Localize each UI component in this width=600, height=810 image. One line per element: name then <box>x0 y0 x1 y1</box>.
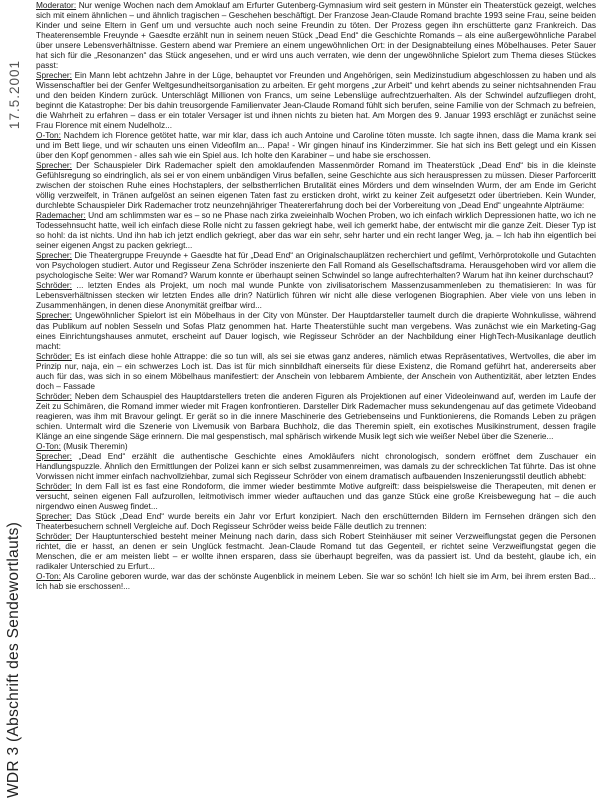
speaker-label: Schröder: <box>36 350 72 361</box>
paragraph-text: Nur wenige Wochen nach dem Amoklauf am Erfurter Gutenberg-Gymnasium wird seit gestern in Münster ein Theaterstück gezeigt, welches sich mit einem ähnlichen – und ähnlich tragischen – Geschehen beschäftigt. Der Franzose Jean-Claude Romand brachte 1993 seine Frau, seine beiden Kinder und seine Eltern in Genf um und versuchte auch noch seine Freundin zu töten. Der Prozess gegen ihn erschütterte ganz Frankreich. Das Theaterensemble Freuynde + Gaesdte erzählt nun in seinem neuen Stück „Dead End“ die Geschichte Romands – als eine außergewöhnliche Parabel über unsere Lebensverhältnisse. Gestern abend war Premiere an einem ungewöhnlichen Ort: in der Designabteilung eines Möbelhauses. Peter Sauer hat sich für die „Resonanzen“ das Stück angesehen, und er wird uns auch verraten, wie denn der ungewöhnliche Spielort zum Thema dieses Stückes passt: <box>36 0 596 71</box>
paragraph <box>36 531 596 571</box>
speaker-label: Sprecher: <box>36 160 72 171</box>
speaker-label: Schröder: <box>36 390 72 401</box>
paragraph-text: Als Caroline geboren wurde, war das der schönste Augenblick in meinem Leben. Sie war so schön! Ich hielt sie im Arm, bei ihrem ersten Bad... Ich hab sie erschossen!... <box>36 570 596 591</box>
paragraph <box>36 0 596 70</box>
paragraph-text: Ungewöhnlicher Spielort ist ein Möbelhaus in der City von Münster. Der Hauptdarsteller taumelt durch die drapierte Wohnkulisse, während das Publikum auf noblen Sesseln und Sofas Platz genommen hat. Harte Theaterstühle sucht man vergebens. Was zunächst wie ein Marketing-Gag eines Einrichtungshauses anmutet, erscheint auf Dauer logisch, wie Regisseur Schröder an der Nachbildung einer HighTech-Musikanlage deutlich macht: <box>36 310 596 351</box>
margin-date: 17.5.2001 <box>6 60 22 130</box>
paragraph <box>36 451 596 481</box>
paragraph-text: Neben dem Schauspiel des Hauptdarstellers treten die anderen Figuren als Projektionen auf einer Videoleinwand auf, werden im Laufe der Zeit zu Schimären, die Romand immer wieder mit Fragen konfrontieren. Darsteller Dirk Rademacher muss sekundengenau auf das getimete Videoband reagieren, was ihm mit Bravour gelingt. Er gerät so in die innere Maschinerie des Getriebenseins und Funktionierens, die Romands Leben zu prägen schien. Untermalt wird die Szenerie von Livemusik von Barbara Buchholz, die das Theremin spielt, ein exotisches Musikinstrument, dessen fragile Klänge an eine singende Säge erinnern. Die mal gespenstisch, mal sphärisch wirkende Musik legt sich wie weißer Nebel über die Szenerie... <box>36 390 596 441</box>
paragraph <box>36 391 596 441</box>
paragraph <box>36 280 596 310</box>
paragraph <box>36 481 596 511</box>
paragraph <box>36 130 596 160</box>
paragraph-text: „Dead End“ erzählt die authentische Geschichte eines Amokläufers nicht chronologisch, sondern eröffnet dem Zuschauer ein Handlungspuzzle. Ähnlich den Ermittlungen der Polizei kann er sich selbst zusammenreimen, was damals zu der schrecklichen Tat führte. Das ist ohne Vorwissen nicht immer einfach nachvollziehbar, zumal sich Regisseur Schröder von einem dramatisch aufbauenden Inszenierungsstil deutlich abhebt: <box>36 450 596 481</box>
paragraph-text: (Musik Theremin) <box>63 440 128 451</box>
speaker-label: O-Ton: <box>36 130 61 141</box>
speaker-label: Sprecher: <box>36 70 72 81</box>
speaker-label: Sprecher: <box>36 510 72 521</box>
margin-annotation <box>0 0 30 810</box>
paragraph <box>36 210 596 250</box>
speaker-label: Schröder: <box>36 530 72 541</box>
paragraph-text: Ein Mann lebt achtzehn Jahre in der Lüge, behauptet vor Freunden und Angehörigen, sein Medizinstudium abgeschlossen zu haben und als Wissenschaftler bei der Genfer Weltgesundheitsorganisation zu arbeiten. Er geht morgens „zur Arbeit“ und kehrt abends zu seiner nichtsahnenden Frau und den beiden Kindern zurück. Unterschlägt Millionen von Francs, um seine Lebenslüge aufrechtzuerhalten. Als der Schwindel aufzufliegen droht, beginnt die Katastrophe: Der bis dahin treusorgende Familienvater Jean-Claude Romand fühlt sich berufen, seine Familie von der Schmach zu befreien, die Wahrheit zu erfahren – dass er ein totaler Versager ist und ihnen nichts zu bieten hat. Am Morgen des 9. Januar 1993 erschlägt er zunächst seine Frau Florence mit einem Nudelholz... <box>36 70 596 131</box>
speaker-label: Rademacher: <box>36 210 86 221</box>
speaker-label: Sprecher: <box>36 250 72 261</box>
paragraph <box>36 70 596 130</box>
paragraph <box>36 250 596 280</box>
paragraph-text: Der Schauspieler Dirk Rademacher spielt den amoklaufenden Massenmörder Romand im Theaterstück „Dead End“ bis in die kleinste Gefühlsregung so eindringlich, als sei er von einem unbändigen Virus befallen, seine Geschichte aus sich herauspressen zu müssen. Dieser Parforceritt zwischen der stoischen Ruhe eines Hochstaplers, der selbstherrlichen Brutalität eines Mörders und dem winselnden Wurm, der am Ende im Gericht völlig verzweifelt, in Tränen aufgelöst an seinen eigenen Taten fast zu ersticken droht, wirkt zu keiner Zeit aufgesetzt oder übertrieben. Kein Wunder, durchlebte Schauspieler Dirk Rademacher trotz neunzehnjähriger Theatererfahrung doch bei der Vorbereitung von „Dead End“ ungeahnte Alpträume: <box>36 160 596 211</box>
speaker-label: Sprecher: <box>36 450 72 461</box>
paragraph <box>36 160 596 210</box>
speaker-label: Schröder: <box>36 280 72 291</box>
paragraph-text: Das Stück „Dead End“ wurde bereits ein Jahr vor Erfurt konzipiert. Nach den erschütternden Bildern im Fernsehen drängen sich den Theaterbesuchern schnell Vergleiche auf. Doch Regisseur Schröder weiss beide Fälle deutlich zu trennen: <box>36 510 596 531</box>
speaker-label: Moderator: <box>36 0 77 10</box>
paragraph <box>36 511 596 531</box>
transcript-body <box>36 0 596 810</box>
paragraph-text: ... letzten Endes als Projekt, um noch mal wunde Punkte von zivilisatorischem Massenzusammenleben zu thematisieren: In was für Lebensverhältnissen stecken wir letzten Endes alle drin? Natürlich führen wir nicht alle diese verlogenen Biographien. Aber viele von uns leben in Zusammenhängen, in denen diese Anonymität greifbar wird... <box>36 280 596 311</box>
paragraph <box>36 310 596 350</box>
speaker-label: Sprecher: <box>36 310 72 321</box>
paragraph-text: Es ist einfach diese hohle Attrappe: die so tun will, als sei sie etwas ganz anderes, nämlich etwas Repräsentatives, Wertvolles, die aber im Prinzip nur, naja, ein – ein schwerzes Loch ist. Das ist für mich sinnbildhaft einerseits für diese Existenz, die Romand geführt hat, andererseits aber auch für das, was sich in so einem Möbelhaus manifestiert: der Anschein von lebbarem Ambiente, der Anschein von Authentizität, aber letzten Endes doch – Fassade <box>36 350 596 391</box>
paragraph <box>36 351 596 391</box>
paragraph <box>36 441 596 451</box>
speaker-label: Schröder: <box>36 480 72 491</box>
paragraph-text: Und am schlimmsten war es – so ne Phase nach zirka zweieinhalb Wochen Proben, wo ich einfach wirklich Depressionen hatte, wo ich ne Todessehnsucht hatte, weil ich einfach diese Rolle nicht zu fassen gekriegt habe, weil ich gemerkt habe, der entwischt mir die ganze Zeit. Dieser Typ ist so hohl: da ist nichts. Und ihn hab ich jetzt endlich gekriegt, aber das war ein sehr, sehr harter und ein recht langer Weg, ja. – Ich hab ihn eigentlich bei seiner eigenen Angst zu packen gekriegt... <box>36 210 596 251</box>
paragraph-text: Die Theatergruppe Freuynde + Gaesdte hat für „Dead End“ an Originalschauplätzen recherchiert und gefilmt, Verhörprotokolle und Gutachten von Psychologen studiert. Autor und Regisseur Zena Schröder inszenierte den Fall Romand als Gesellschaftsdrama. Herausgehoben wird vor allem die psychologische Seite: Wer war Romand? Warum konnte er überhaupt seinen Schwindel so lange aufrechterhalten? Warum hat ihn keiner durchschaut? <box>36 250 596 281</box>
paragraph-text: In dem Fall ist es fast eine Rondoform, die immer wieder bestimmte Motive aufgreift: dass beispielsweise die Therapeuten, mit denen er versucht, seinen eigenen Fall aufzurollen, leitmotivisch immer wieder auftauchen und das ganze Stück eine große Kreisbewegung hat – die auch nirgendwo einen Ausweg findet... <box>36 480 596 511</box>
paragraph-text: Der Hauptunterschied besteht meiner Meinung nach darin, dass sich Robert Steinhäuser mit seiner Verzweiflungstat gegen die Personen richtet, die er hasst, an denen er sein Unglück festmacht. Jean-Claude Romand tut das Gegenteil, er richtet seine Verzweiflungstat gegen die Menschen, die er am meisten liebt – er wollte ihnen ersparen, dass sie überhaupt begreifen, was da passiert ist. Und da besteht, glaube ich, ein radikaler Unterschied zu Erfurt... <box>36 530 596 571</box>
margin-source-label: WDR 3 (Abschrift des Sendewortlauts) <box>5 521 22 798</box>
paragraph-text: Nachdem ich Florence getötet hatte, war mir klar, dass ich auch Antoine und Caroline töten musste. Ich sagte ihnen, dass die Mama krank sei und im Bett liege, und wir schauten uns einen Videofilm an... Papa! - Wir gingen hinauf ins Kinderzimmer. Sie hat sich ins Bett gelegt und ein Kissen über den Kopf genommen - alles sah wie ein Spiel aus. Ich holte den Karabiner – und habe sie erschossen. <box>36 130 596 161</box>
speaker-label: O-Ton: <box>36 570 61 581</box>
speaker-label: O-Ton: <box>36 440 61 451</box>
paragraph <box>36 571 596 591</box>
